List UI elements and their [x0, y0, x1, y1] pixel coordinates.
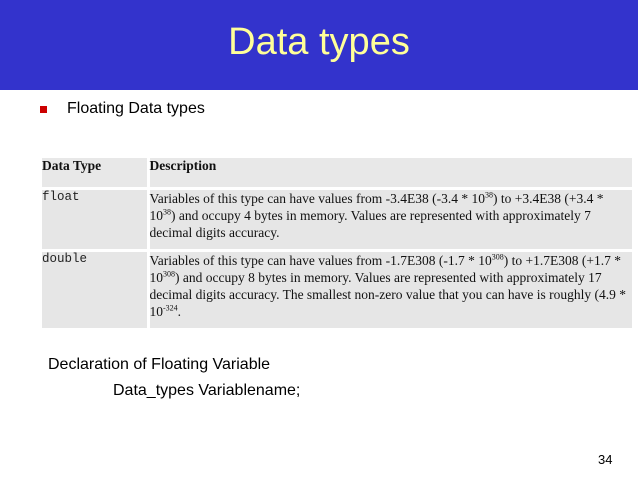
table-header-row [42, 158, 632, 188]
description-cell [148, 188, 632, 250]
bullet-item [40, 100, 205, 118]
table-row [42, 188, 632, 250]
declaration-code: Data_types Variablename; [113, 382, 301, 399]
type-cell: float [42, 188, 148, 250]
data-types-table [42, 158, 632, 328]
bullet-text: Floating Data types [67, 100, 205, 117]
bullet-marker-icon [40, 106, 47, 113]
desc-text: Variables of this type can have values from -1.7E308 (-1.7 * 10 [149, 252, 492, 268]
exponent: 38 [485, 190, 494, 199]
desc-text: ) to +3.4E38 (+3.4 * 10 [149, 190, 604, 223]
page-number: 34 [598, 452, 613, 467]
slide-title: Data types [228, 20, 410, 63]
exponent: 308 [491, 252, 504, 261]
table-row [42, 250, 632, 328]
description-cell [148, 250, 632, 328]
header-data-type: Data Type [42, 158, 148, 188]
exponent: 38 [163, 207, 171, 216]
desc-text: ) and occupy 8 bytes in memory. Values are represented with approximately 17 decimal digits accuracy. The smallest non-zero value that you can have is roughly (4.9 * 10 [149, 269, 626, 319]
desc-text: ) and occupy 4 bytes in memory. Values are represented with approximately 7 decimal digits accuracy. [149, 207, 591, 240]
desc-text: ) to +1.7E308 (+1.7 * 10 [149, 252, 621, 285]
desc-text: Variables of this type can have values from -3.4E38 (-3.4 * 10 [149, 190, 486, 206]
exponent: -324 [163, 303, 178, 312]
type-cell: double [42, 250, 148, 328]
desc-text: . [177, 303, 182, 319]
header-description: Description [148, 158, 632, 188]
title-bar [0, 0, 638, 90]
declaration-heading: Declaration of Floating Variable [48, 356, 271, 373]
exponent: 308 [163, 269, 175, 278]
